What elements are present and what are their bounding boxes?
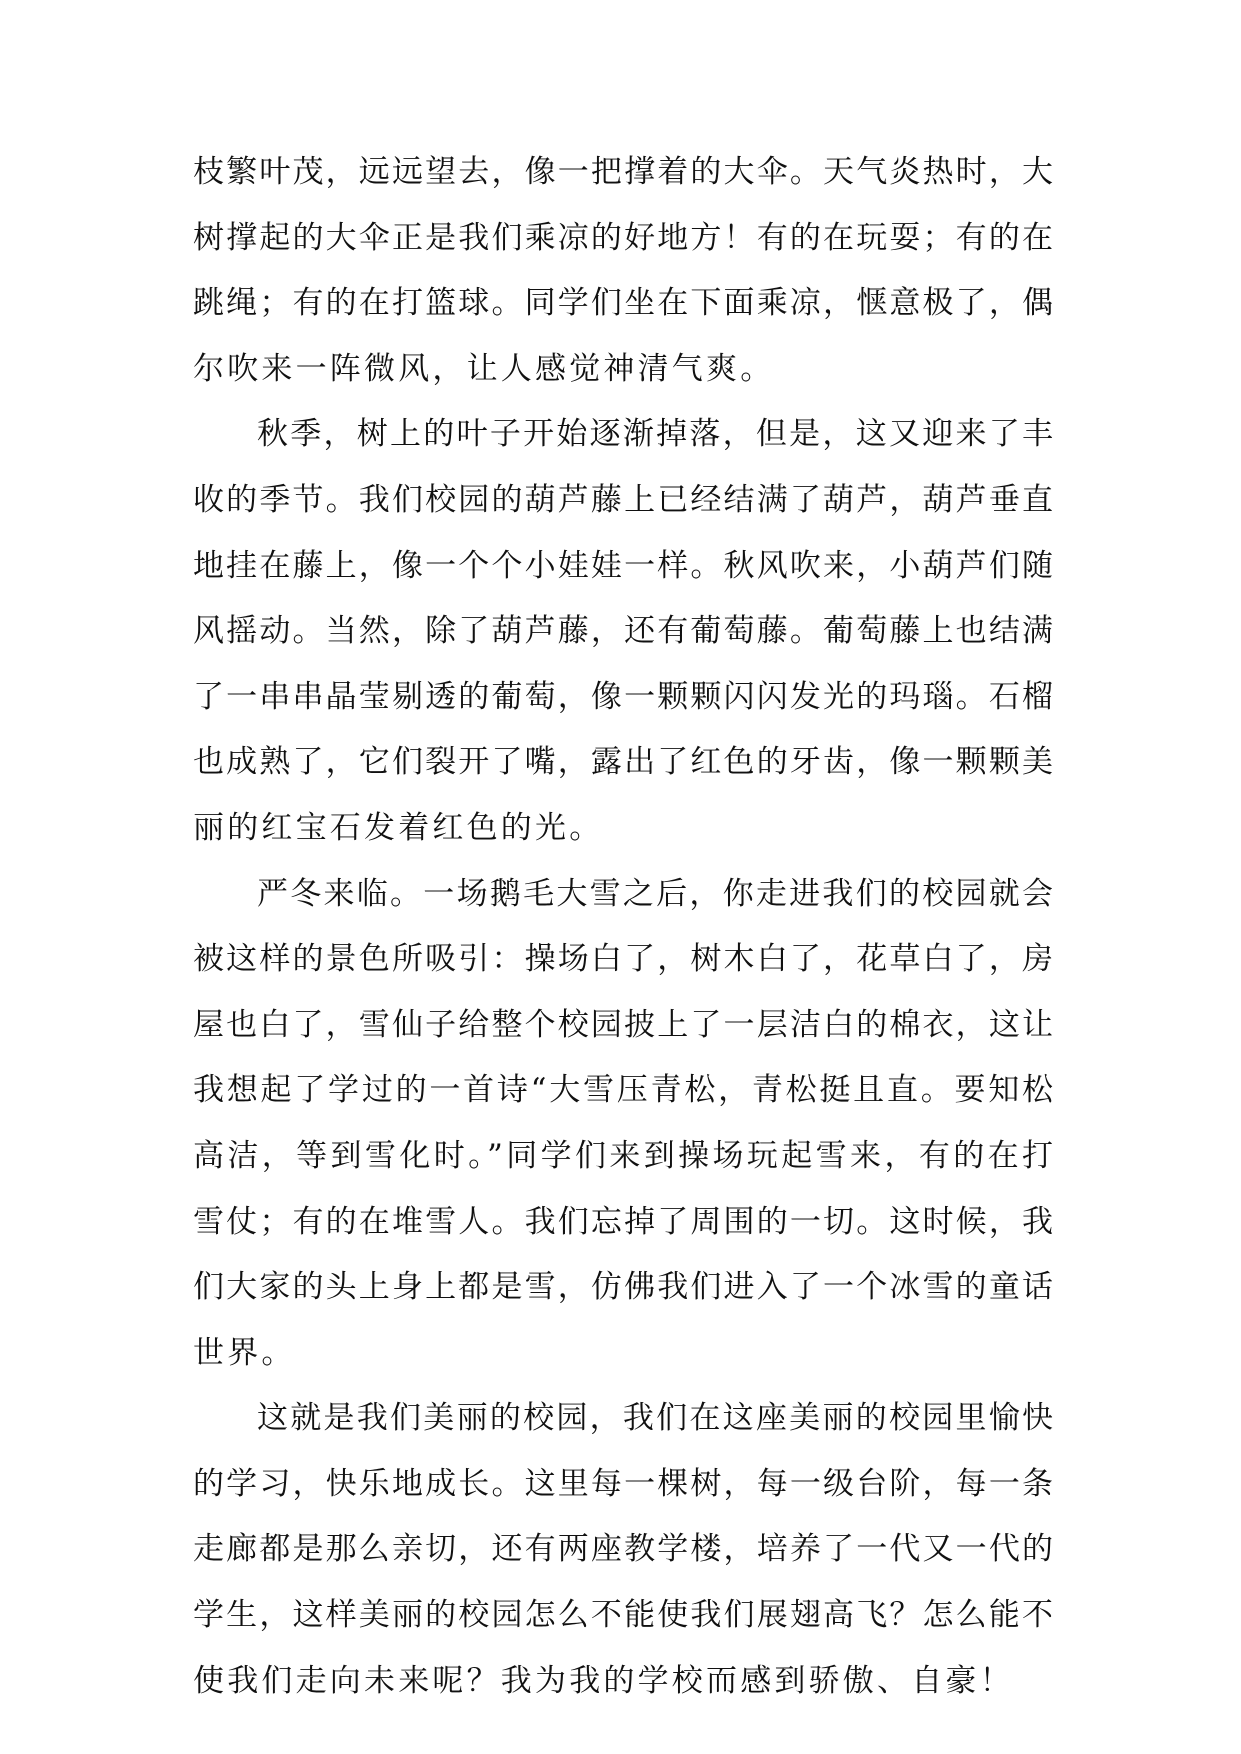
text-line: 尔吹来一阵微风，让人感觉神清气爽。	[193, 350, 775, 387]
text-line: 这就是我们美丽的校园，我们在这座美丽的校园里愉快	[257, 1400, 1053, 1437]
text-line: 学生，这样美丽的校园怎么不能使我们展翅高飞？怎么能不	[193, 1597, 1053, 1634]
paragraph-summer	[193, 140, 1053, 402]
text-line: 被这样的景色所吸引：操场白了，树木白了，花草白了，房	[193, 941, 1053, 978]
text-line: 丽的红宝石发着红色的光。	[193, 809, 604, 846]
paragraph-winter	[193, 862, 1053, 1387]
text-line: 走廊都是那么亲切，还有两座教学楼，培养了一代又一代的	[193, 1531, 1053, 1568]
text-line: 收的季节。我们校园的葫芦藤上已经结满了葫芦，葫芦垂直	[193, 481, 1053, 518]
text-line: 也成熟了，它们裂开了嘴，露出了红色的牙齿，像一颗颗美	[193, 744, 1053, 781]
text-line: 秋季，树上的叶子开始逐渐掉落，但是，这又迎来了丰	[257, 416, 1053, 453]
text-line: 雪仗；有的在堆雪人。我们忘掉了周围的一切。这时候，我	[193, 1203, 1053, 1240]
text-line: 的学习，快乐地成长。这里每一棵树，每一级台阶，每一条	[193, 1465, 1053, 1502]
text-line: 我想起了学过的一首诗“大雪压青松，青松挺且直。要知松	[193, 1072, 1053, 1109]
paragraph-autumn	[193, 402, 1053, 861]
text-line: 跳绳；有的在打篮球。同学们坐在下面乘凉，惬意极了，偶	[193, 285, 1053, 322]
document-page	[193, 140, 1053, 1714]
text-line: 风摇动。当然，除了葫芦藤，还有葡萄藤。葡萄藤上也结满	[193, 613, 1053, 650]
text-line: 枝繁叶茂，远远望去，像一把撑着的大伞。天气炎热时，大	[193, 154, 1053, 190]
paragraph-conclusion	[193, 1386, 1053, 1714]
text-line: 世界。	[193, 1334, 296, 1371]
text-line: 树撑起的大伞正是我们乘凉的好地方！有的在玩耍；有的在	[193, 219, 1053, 256]
text-line: 们大家的头上身上都是雪，仿佛我们进入了一个冰雪的童话	[193, 1269, 1053, 1306]
text-line: 严冬来临。一场鹅毛大雪之后，你走进我们的校园就会	[257, 875, 1053, 912]
text-line: 地挂在藤上，像一个个小娃娃一样。秋风吹来，小葫芦们随	[193, 547, 1053, 584]
text-line: 屋也白了，雪仙子给整个校园披上了一层洁白的棉衣，这让	[193, 1006, 1053, 1043]
text-line: 了一串串晶莹剔透的葡萄，像一颗颗闪闪发光的玛瑙。石榴	[193, 678, 1053, 715]
text-line: 高洁，等到雪化时。”同学们来到操场玩起雪来，有的在打	[193, 1137, 1053, 1174]
text-line: 使我们走向未来呢？我为我的学校而感到骄傲、自豪！	[193, 1662, 1014, 1699]
